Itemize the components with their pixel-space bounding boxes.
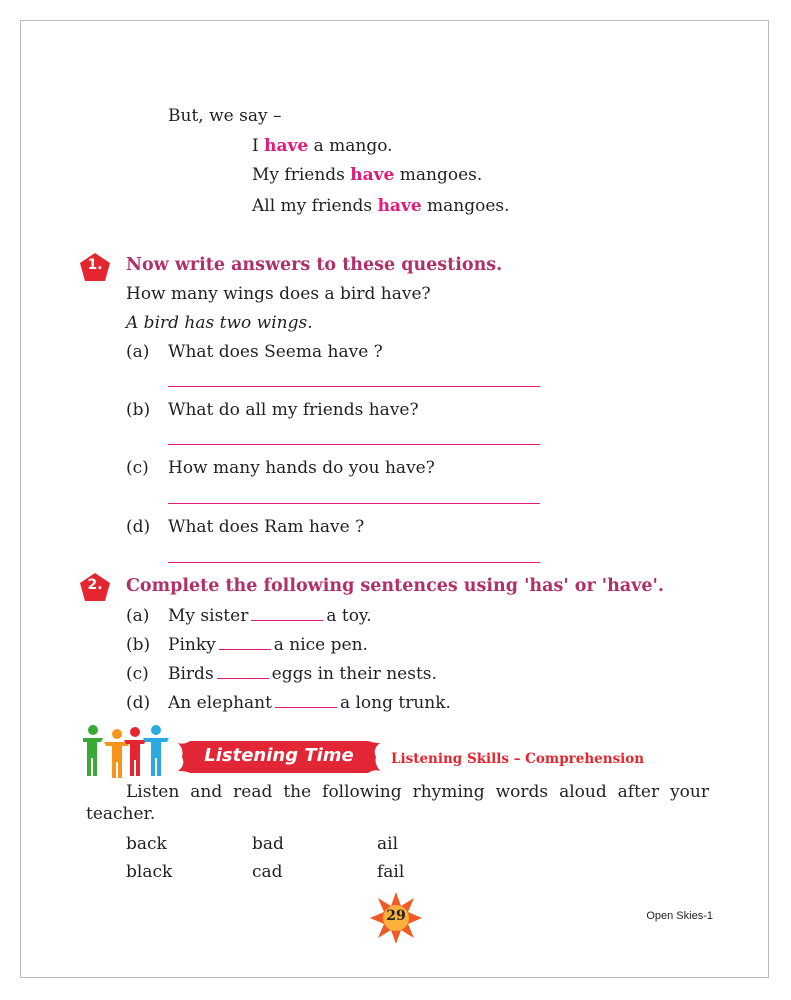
q2-b-label: (b) [126,635,151,655]
q1-a-label: (a) [126,342,150,362]
q2-d-sentence: An elephant a long trunk. [168,693,451,713]
q2-d-label: (d) [126,693,151,713]
q1-a-text: What does Seema have ? [168,342,383,362]
answer-line-d[interactable] [168,562,540,563]
children-group-icon [80,722,172,780]
rhyme-word: back [126,834,167,854]
question-1-title: Now write answers to these questions. [126,255,503,275]
rhyme-word: cad [252,862,283,882]
listening-time-banner [176,737,382,777]
intro-line-3: All my friends have mangoes. [252,196,510,216]
q1-b-label: (b) [126,400,151,420]
intro-but-we-say: But, we say – [168,106,282,126]
rhyme-word: fail [377,862,405,882]
q1-d-text: What does Ram have ? [168,517,365,537]
q2-a-sentence: My sister a toy. [168,606,372,626]
question-1-marker: 1. [79,252,111,282]
fill-blank[interactable] [219,635,271,650]
question-2-title: Complete the following sentences using 'has' or 'have'. [126,576,664,596]
listening-time-label: Listening Time [204,745,354,766]
rhyme-word: ail [377,834,399,854]
book-title: Open Skies-1 [646,910,713,922]
answer-line-b[interactable] [168,444,540,445]
q1-d-label: (d) [126,517,151,537]
highlight-verb: have [350,165,395,185]
intro-line-1: I have a mango. [252,136,393,156]
answer-line-a[interactable] [168,386,540,387]
highlight-verb: have [264,136,309,156]
q1-c-label: (c) [126,458,149,478]
fill-blank[interactable] [275,693,337,708]
q2-a-label: (a) [126,606,150,626]
q1-b-text: What do all my friends have? [168,400,419,420]
listening-instruction-end: teacher. [86,804,156,824]
question-2-marker: 2. [79,572,111,602]
fill-blank[interactable] [251,606,323,621]
q2-b-sentence: Pinky a nice pen. [168,635,368,655]
q2-c-label: (c) [126,664,149,684]
answer-line-c[interactable] [168,503,540,504]
highlight-verb: have [377,196,422,216]
example-question: How many wings does a bird have? [126,284,431,304]
q1-c-text: How many hands do you have? [168,458,435,478]
rhyme-word: bad [252,834,284,854]
page-number: 29 [386,908,406,924]
page-number-sun-icon [369,891,423,945]
example-answer: A bird has two wings. [126,313,313,333]
rhyme-word: black [126,862,173,882]
listening-instruction: Listen and read the following rhyming words aloud after your [126,782,709,802]
q2-c-sentence: Birds eggs in their nests. [168,664,437,684]
fill-blank[interactable] [217,664,269,679]
listening-skills-label: Listening Skills – Comprehension [391,751,645,767]
intro-line-2: My friends have mangoes. [252,165,483,185]
